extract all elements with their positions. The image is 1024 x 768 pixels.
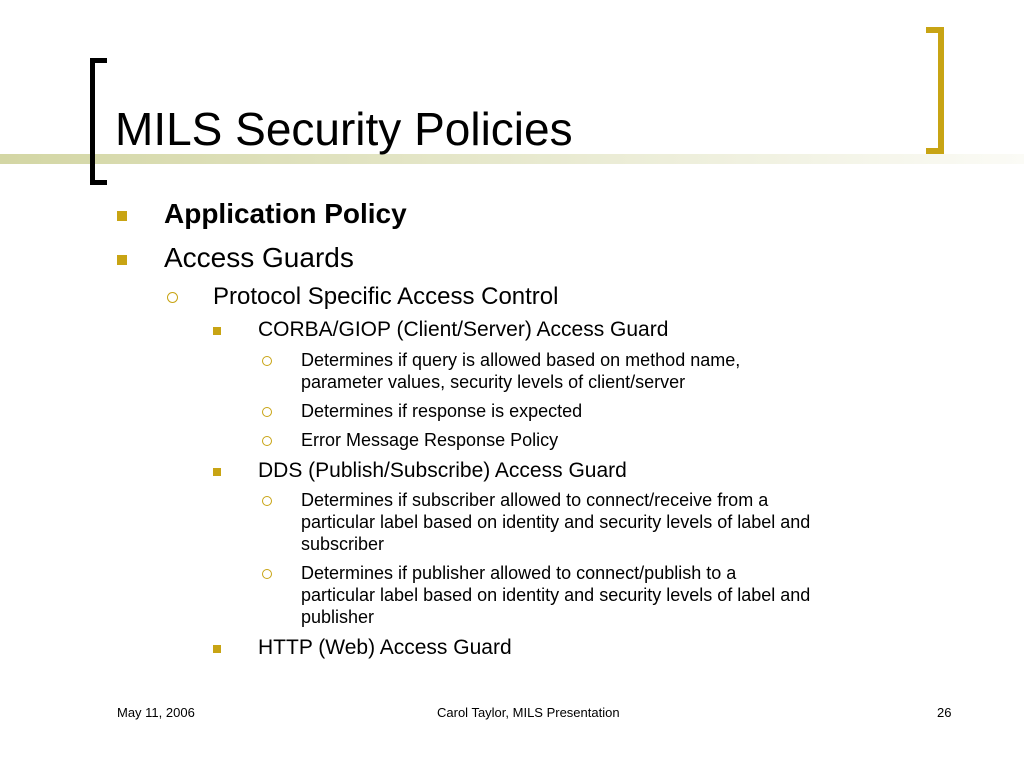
bullet-circle-icon [262, 436, 272, 446]
slide-title: MILS Security Policies [115, 103, 573, 155]
bullet-publisher-line1: Determines if publisher allowed to connect/publish to a [301, 563, 737, 583]
bullet-subscriber-line2: particular label based on identity and security levels of label and [301, 512, 811, 532]
bullet-protocol-specific: Protocol Specific Access Control [213, 283, 559, 310]
bullet-circle-icon [262, 569, 272, 579]
bullet-square-icon [117, 255, 127, 265]
bullet-corba-guard: CORBA/GIOP (Client/Server) Access Guard [258, 318, 669, 341]
bullet-query-allowed-line1: Determines if query is allowed based on method name, [301, 350, 741, 370]
bullet-publisher-line3: publisher [301, 607, 375, 627]
bullet-publisher-line2: particular label based on identity and security levels of label and [301, 585, 811, 605]
bullet-circle-icon [262, 407, 272, 417]
bullet-application-policy: Application Policy [164, 198, 407, 229]
bullet-response-expected: Determines if response is expected [301, 401, 583, 421]
bullet-square-icon [213, 327, 221, 335]
left-bracket-decoration [90, 58, 107, 185]
bullet-circle-icon [262, 496, 272, 506]
bullet-circle-icon [167, 292, 178, 303]
right-bracket-decoration [926, 27, 944, 154]
bullet-dds-guard: DDS (Publish/Subscribe) Access Guard [258, 459, 627, 482]
bullet-subscriber-line1: Determines if subscriber allowed to connect/receive from a [301, 490, 769, 510]
bullet-error-message: Error Message Response Policy [301, 430, 559, 450]
bullet-square-icon [213, 468, 221, 476]
bullet-square-icon [213, 645, 221, 653]
footer-presenter: Carol Taylor, MILS Presentation [437, 705, 620, 720]
bullet-http-guard: HTTP (Web) Access Guard [258, 636, 512, 659]
footer-date: May 11, 2006 [117, 705, 195, 720]
footer-page-number: 26 [937, 705, 952, 720]
bullet-query-allowed-line2: parameter values, security levels of client/server [301, 372, 686, 392]
bullet-subscriber-line3: subscriber [301, 534, 385, 554]
bullet-square-icon [117, 211, 127, 221]
bullet-access-guards: Access Guards [164, 242, 354, 273]
bullet-circle-icon [262, 356, 272, 366]
